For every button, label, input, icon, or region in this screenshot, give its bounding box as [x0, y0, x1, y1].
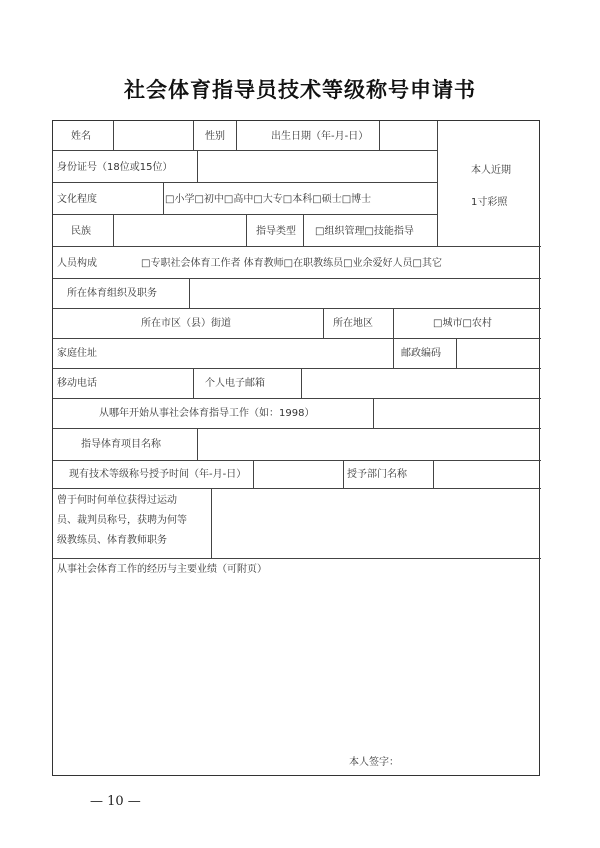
honors-label-line2: 员、裁判员称号，获聘为何等	[57, 515, 187, 526]
education-label: 文化程度	[57, 194, 97, 205]
address-label: 家庭住址	[57, 348, 97, 359]
guidance-item-label: 指导体育项目名称	[81, 439, 161, 450]
postcode-field[interactable]	[457, 339, 540, 367]
application-form	[52, 120, 540, 776]
sports-org-field[interactable]	[190, 279, 540, 307]
experience-label: 从事社会体育工作的经历与主要业绩（可附页）	[57, 564, 267, 575]
ethnicity-label: 民族	[71, 226, 91, 237]
id-number-label: 身份证号（18位或15位）	[57, 162, 173, 173]
area-label: 所在地区	[333, 318, 373, 329]
guidance-type-label: 指导类型	[256, 226, 296, 237]
name-label: 姓名	[71, 131, 91, 142]
honors-label-line3: 级教练员、体育教师职务	[57, 535, 167, 546]
id-number-field[interactable]	[198, 151, 436, 181]
guidance-type-options[interactable]: □组织管理□技能指导	[315, 226, 414, 237]
current-level-date-label: 现有技术等级称号授予时间（年-月-日）	[69, 469, 247, 480]
personnel-type-options[interactable]: □专职社会体育工作者 体育教师□在职教练员□业余爱好人员□其它	[141, 258, 442, 269]
birth-date-label: 出生日期（年-月-日）	[271, 131, 369, 142]
photo-box[interactable]	[438, 122, 540, 245]
personnel-type-label: 人员构成	[57, 258, 97, 269]
address-field[interactable]	[113, 339, 392, 367]
awarding-dept-field[interactable]	[434, 461, 540, 487]
area-options[interactable]: □城市□农村	[433, 318, 492, 329]
awarding-dept-label: 授予部门名称	[347, 469, 407, 480]
honors-label-line1: 曾于何时何单位获得过运动	[57, 495, 177, 506]
page-title: 社会体育指导员技术等级称号申请书	[124, 77, 476, 102]
page-number: — 10 —	[90, 794, 141, 809]
gender-label: 性别	[205, 131, 225, 142]
guidance-item-field[interactable]	[198, 429, 540, 459]
current-level-date-field[interactable]	[254, 461, 342, 487]
start-year-label: 从哪年开始从事社会体育指导工作（如：1998）	[99, 408, 315, 419]
education-options[interactable]: □小学□初中□高中□大专□本科□硕士□博士	[165, 194, 372, 205]
gender-field[interactable]	[237, 122, 265, 149]
signature-label: 本人签字：	[349, 757, 399, 768]
name-field[interactable]	[114, 122, 192, 149]
postcode-label: 邮政编码	[401, 348, 441, 359]
photo-label-line1: 本人近期	[471, 165, 511, 176]
email-label: 个人电子邮箱	[205, 378, 265, 389]
mobile-field[interactable]	[113, 369, 192, 397]
birth-date-field[interactable]	[380, 122, 436, 149]
experience-field[interactable]	[54, 579, 540, 755]
mobile-label: 移动电话	[57, 378, 97, 389]
city-street-label: 所在市区（县）街道	[141, 318, 231, 329]
ethnicity-field[interactable]	[114, 215, 245, 245]
honors-field[interactable]	[212, 489, 540, 557]
photo-label-line2: 1寸彩照	[471, 197, 508, 208]
city-field[interactable]	[54, 309, 134, 337]
email-field[interactable]	[302, 369, 540, 397]
start-year-field[interactable]	[374, 399, 540, 427]
sports-org-label: 所在体育组织及职务	[67, 288, 157, 299]
